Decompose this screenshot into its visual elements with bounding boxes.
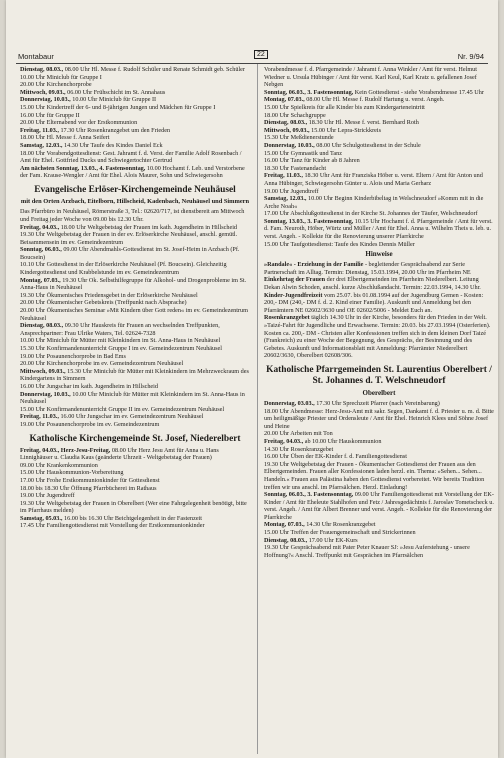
entry-text: 15.00 Uhr Konfirmandenunterricht Gruppe II im ev. Gemeindezentrum Neuhäusel (20, 405, 225, 413)
entry-line (20, 134, 250, 142)
entry-line (20, 522, 250, 530)
entry-line (264, 96, 494, 104)
entry-date: Sonntag, 13.03., 3. Fastensonntag, (264, 217, 354, 225)
entry-text: 19.00 Uhr Jugendtreff (264, 187, 319, 195)
entry-date: »Randale« - Erziehung in der Familie (264, 261, 364, 269)
entry-date: Montag, 07.03., (264, 521, 305, 529)
entry-line (20, 74, 250, 82)
entry-text: 10.10 Uhr Gottesdienst in der Erlöserkirche Neuhäusel (Pf. Boucsein). Gleichzeitig Kindergottesdienst und Krabbelstunde im ev. Gemeindezentrum (20, 261, 227, 277)
entry-line (264, 521, 494, 529)
entry-line (264, 461, 494, 491)
entry-date: Einkehrtag der Frauen (264, 276, 326, 284)
entry-date: Mittwoch, 09.03., (20, 88, 66, 96)
entry-line (264, 134, 494, 142)
left-p2 (20, 208, 250, 428)
entry-line (264, 544, 494, 559)
entry-text: 18.30 Uhr Hl. Messe f. verst. Bernhard Roth (307, 119, 419, 127)
entry-line (20, 413, 250, 421)
entry-line (20, 322, 250, 337)
entry-line (20, 66, 250, 74)
entry-text: 20.00 Uhr Ökumenisches Seminar »Mit Kindern über Gott reden« im ev. Gemeindezentrum Neuhäusel (20, 307, 248, 322)
entry-date: Donnerstag, 03.03., (264, 399, 315, 407)
newspaper-page (6, 0, 498, 758)
entry-text: 19.30 Uhr Ökumenisches Friedensgebet in der Erlöserkirche Neuhäusel (20, 291, 198, 299)
entry-text: Vorabendmesse f. d. Pfarrgemeinde / Jahramt f. Anna Winkler / Amt für verst. Helmut Wiedner u. Ursula Hübinger / Amt für verst. Karl Keul, Karl Kratz u. gefallenen Josef Nebgen (264, 66, 477, 89)
entry-text: Das Pfarrbüro in Neuhäusel, Römerstraße 3, Tel.: 02620/717, ist dienstbereit am Mittwoch und Freitag jeder Woche von 09.00 bis 12.30 Uhr. (20, 208, 245, 223)
entry-text: der drei Elbertgemeinden im Pfarrheim Niederelbert. Leitung Dekan Alwin Schoden, anschl. kurze Abschlußandacht. Termin: 22.03.1994, 14.30 Uhr. (264, 276, 481, 292)
entry-line (264, 66, 494, 89)
entry-line (20, 292, 250, 300)
entry-text: 17.00 Uhr Abschlußgottesdienst in der Kirche St. Johannes der Täufer, Welschneudorf (264, 210, 478, 218)
entry-date: Mittwoch, 09.03., (20, 367, 66, 375)
right-p1 (264, 66, 494, 248)
entry-text: 19.00 Uhr Jugendtreff (20, 492, 75, 500)
entry-date: Freitag, 11.03., (264, 172, 303, 180)
entry-line (20, 112, 250, 120)
entry-line (264, 276, 494, 291)
entry-date: Donnerstag, 10.03., (264, 141, 315, 149)
entry-text: 15.00 Uhr Spielkreis für alle Kinder bis zum Kindergarteneintritt (264, 103, 425, 111)
entry-text: 09.00 Uhr Krankenkommunion (20, 461, 98, 469)
entry-line (20, 150, 250, 165)
entry-text: 08.00 Uhr Hl. Messe f. Rudolf Hartung u. verst. Angeh. (304, 96, 445, 104)
entry-line (20, 231, 250, 246)
issue-number: Nr. 9/94 (457, 52, 484, 61)
left-p1 (20, 66, 250, 180)
entry-date: Samstag, 12.03., (264, 195, 307, 203)
header-town: Montabaur (18, 52, 54, 61)
entry-text: 15.00 Uhr Kindertreff der 6- und 8-jährigen Jungen und Mädchen für Gruppe I (20, 103, 216, 111)
entry-text: 10.00 Uhr Miniclub für Mütter mit Kleinkindern im St. Anna-Haus in Neuhäusel (20, 390, 245, 406)
entry-text: 18.00 Uhr Schachgruppe (264, 111, 326, 119)
entry-text: 18.00 Uhr Vorabendgottesdienst: Gest. Jahramt f. d. Verst. der Familie Adolf Rosenbach / Amt für Ehel. Gottfried Ducks und Schwiegertochter Gertrud (20, 149, 242, 165)
entry-text: »Taizé-Fahrt für Jugendliche und Erwachsene. Termin: 20.03. bis 27.03.1994 (Osterferien). Kosten ca. 200,- DM - Christen aller Konfessionen treffen sich in dem kleinen Dorf Taizé (Frankreich) zu einer Woche der Begegnung, des Gesprächs, der Besinnung und des Gebetes. Auskunft und Informationsblatt mit Anmeldung: Pfarrämter Niederelbert 20602/3630, Oberelbert 02608/306. (264, 322, 491, 360)
entry-text: 15.30 Uhr Miniclub für Mütter mit Kleinkindern im Mehrzweckraum des Kindergartens in Simmern (20, 367, 249, 383)
entry-text: 15.00 Uhr Gymnastik und Tanz (264, 149, 342, 157)
entry-line (264, 172, 494, 187)
entry-line (264, 195, 494, 210)
entry-text: 20.00 Uhr Kirchenchorprobe (20, 81, 92, 89)
entry-text: 16.00 Uhr Tanz für Kinder ab 8 Jahren (264, 157, 360, 165)
entry-text: 14.30 Uhr Rosenkranzgebet (264, 445, 334, 453)
entry-line (264, 537, 494, 545)
entry-line (20, 165, 250, 180)
entry-line (264, 218, 494, 241)
entry-text: 19.00 Uhr Posaunenchorprobe in Bad Ems (20, 352, 126, 360)
entry-text: 17.30 Uhr Rosenkranzgebet um den Frieden (58, 126, 171, 134)
entry-text: 18.30 Uhr Amt für Franziska Höber u. verst. Eltern / Amt für Anton und Anna Hübinger, Schwiegersohn Günter u. Alois und Maria Gerharz (264, 172, 483, 187)
entry-text: 14.30 Uhr Rosenkranzgebet (304, 521, 376, 529)
entry-text: 18.00 bis 18.30 Uhr Öffnung Pfarrbücherei im Rathaus (20, 484, 157, 492)
entry-date: Freitag, 04.03., (20, 223, 60, 231)
entry-line (264, 104, 494, 112)
entry-line (20, 224, 250, 232)
entry-line (264, 261, 494, 276)
entry-line (20, 421, 250, 429)
entry-line (20, 492, 250, 500)
entry-text: 17.00 Uhr EK-Kurs (307, 536, 358, 544)
entry-text: 09.00 Uhr Abendmahls-Gottesdienst im St. Josef-Heim in Arzbach (Pf. Boucsein) (20, 246, 240, 261)
entry-line (264, 322, 494, 360)
entry-line (20, 104, 250, 112)
entry-text: 18.00 Uhr Weltgebetstag der Frauen im kath. Jugendheim in Hillscheid (59, 223, 238, 231)
entry-line (20, 208, 250, 223)
entry-line (20, 119, 250, 127)
entry-text: 20.00 Uhr Kirchenchorprobe im ev. Gemeindezentrum Neuhäusel (20, 360, 184, 368)
entry-text: 16.00 Uhr Jungschar im kath. Jugendheim in Hillscheid (20, 382, 158, 390)
entry-text: ab 10.00 Uhr Hauskommunion (303, 437, 382, 445)
entry-line (264, 529, 494, 537)
entry-text: - begleitender Gesprächsabend zur Serie Partnerschaft im Alltag. Termin: Dienstag, 15.03.1994, 20.00 Uhr im Pfarrheim NE (264, 261, 471, 276)
entry-text: 15.30 Uhr Konfirmandenunterricht Gruppe I im ev. Gemeindezentrum Neuhäusel (20, 345, 223, 352)
entry-text: 08.00 Uhr Herz Jesu Amt für Anna u. Hans Linnighäuser u. Claudia Kaus (geänderte Uhrzeit - Weltgebetstag der Frauen) (20, 446, 219, 462)
entry-line (20, 299, 250, 307)
entry-date: Donnerstag, 10.03., (20, 390, 71, 398)
entry-line (264, 188, 494, 196)
entry-line (20, 368, 250, 383)
entry-line (20, 515, 250, 523)
entry-date: Donnerstag, 10.03., (20, 96, 71, 104)
entry-text: 10.00 Hochamt f. Leb. und Verstorbene der Fam. Krause-Wengler / Amt für Ehel. Alois Maurer, Sohn und Schwiegersohn (20, 164, 245, 180)
entry-text: 18.00 Uhr Abendmesse: Herz-Jesu-Amt mit sakr. Segen, Dankamt f. d. Priester u. m. d. Bitte um heiligmäßige Priester und Ordensleute / Amt für Ehel. Heinrich Klees und Söhne Josef und Heine (264, 407, 494, 430)
entry-line (20, 477, 250, 485)
entry-text: vom 25.07. bis 01.08.1994 auf der Jugendburg Gemen - Kosten: 200,- DM (240,- DM f. d. 2. Kind einer Familie). Auskunft und Anmeldung bei den Pfarrämtern NE 02602/3630 und OE 02602/5006 - Meldet Euch an. (264, 291, 484, 314)
entry-line (20, 485, 250, 493)
entry-line (264, 89, 494, 97)
entry-line (20, 261, 250, 276)
entry-line (20, 246, 250, 261)
entry-date: Sonntag, 06.03., 3. Fastensonntag, (264, 88, 354, 96)
entry-line (20, 360, 250, 368)
entry-line (20, 89, 250, 97)
entry-line (264, 430, 494, 438)
entry-line (264, 408, 494, 431)
entry-line (20, 96, 250, 104)
right-p2 (264, 261, 494, 360)
entry-text: 10.00 Uhr Miniclub für Gruppe I (20, 73, 102, 81)
entry-line (264, 438, 494, 446)
entry-line (264, 210, 494, 218)
section-subtitle-orte: mit den Orten Arzbach, Eitelborn, Hillscheid, Kadenbach, Neuhäusel und Simmern (20, 197, 250, 205)
entry-date: Montag, 07.03., (264, 96, 305, 104)
left-p3 (20, 447, 250, 531)
entry-line (264, 491, 494, 521)
entry-text: 10.00 Uhr Miniclub für Mütter mit Kleinkindern im St. Anna-Haus in Neuhäusel (20, 337, 221, 345)
entry-text: täglich 14.30 Uhr in der Kirche, besonders für den Frieden in der Welt. (309, 314, 487, 322)
entry-line (264, 112, 494, 120)
entry-text: 19.30 Uhr Weltgebetstag der Frauen in der ev. Erlöserkirche Neuhäusel, anschl. gemütl. Beisammensein im ev. Gemeindezentrum (20, 231, 238, 246)
entry-line (20, 391, 250, 406)
entry-text: 15.00 Uhr Treffen der Frauengemeinschaft und Strickerinnen (264, 529, 416, 537)
entry-date: Freitag, 11.03., (20, 413, 59, 421)
entry-text: 20.00 Uhr Arbeiten mit Ton (264, 430, 333, 438)
entry-text: 19.00 Uhr Posaunenchorprobe im ev. Gemeindezentrum (20, 420, 160, 428)
header-rule (16, 63, 488, 64)
entry-text: 19.30 Uhr Gesprächsabend mit Pater Peter Knauer SJ: »Jesu Auferstehung - unsere Hoffnung?« Anschl. Treffpunkt mit Gesprächen im Pfarrsälchen (264, 544, 470, 559)
entry-text: 15.30 Uhr Meßdienerstunde (264, 134, 334, 142)
entry-date: Rosenkranzgebet (264, 314, 310, 322)
entry-line (264, 453, 494, 461)
entry-text: 19.30 Uhr Ok. Selbsthilfegruppe für Alkohol- und Drogenprobleme im St. Anna-Haus in Neuhäusel (20, 276, 247, 292)
entry-line (264, 400, 494, 408)
entry-line (20, 127, 250, 135)
entry-line (20, 406, 250, 414)
entry-date: Samstag, 12.03., (20, 141, 63, 149)
entry-line (264, 119, 494, 127)
entry-date: Samstag, 05.03., (20, 514, 63, 522)
entry-text: 16.00 Uhr für Gruppe II (20, 111, 80, 119)
entry-text: 06.00 Uhr Frühschicht im St. Annahaus (65, 88, 166, 96)
entry-text: 17.45 Uhr Familiengottesdienst mit Vorstellung der Erstkommunionkinder (20, 522, 205, 530)
entry-line (264, 314, 494, 322)
entry-date: Freitag, 04.03., Herz-Jesu-Freitag, (20, 446, 111, 454)
entry-date: Mittwoch, 09.03., (264, 126, 310, 134)
entry-text: 20.00 Uhr Elternabend vor der Erstkommunion (20, 119, 138, 127)
column-divider (257, 64, 258, 754)
entry-line (20, 447, 250, 462)
entry-line (20, 81, 250, 89)
entry-text: 18.30 Uhr Fastenandacht (264, 164, 327, 172)
entry-line (264, 241, 494, 249)
entry-date: Sonntag, 06.03., 3. Fastensonntag, (264, 491, 354, 499)
entry-text: 15.00 Uhr Hauskommunion-Vorbereitung (20, 469, 124, 477)
entry-date: Dienstag, 08.03., (264, 119, 308, 127)
entry-line (20, 500, 250, 515)
entry-date: Montag, 07.03., (20, 276, 61, 284)
right-column (264, 66, 494, 746)
entry-line (20, 142, 250, 150)
entry-date: Dienstag, 08.03., (20, 66, 64, 73)
entry-date: Freitag, 04.03., (264, 437, 304, 445)
entry-line (20, 469, 250, 477)
entry-text: 19.30 Uhr Weltgebetstag der Frauen in Oberelbert (Wer eine Fahrgelegenheit benötigt, bitte im Pfarrhaus melden) (20, 499, 247, 515)
entry-line (20, 353, 250, 361)
entry-text: 08.00 Uhr Schulgottesdienst in der Schule (314, 141, 421, 149)
entry-text: 20.00 Uhr Ökumenischer Gebetskreis (Treffpunkt nach Absprache) (20, 299, 187, 307)
entry-text: 10.00 Uhr Beginn Kinderbibeltag in Welschneudorf »Komm mit in die Arche Noah« (264, 195, 484, 210)
entry-text: 08.00 Uhr Hl. Messe f. Rudolf Schüler und Renate Schmidt geb. Schüler (63, 66, 245, 73)
section-title-st-laurentius: Katholische Pfarrgemeinden St. Laurentius Oberelbert / St. Johannes d. T. Welschneudorf (266, 364, 492, 386)
right-p3 (264, 400, 494, 559)
entry-line (264, 446, 494, 454)
entry-text: 16.00 bis 16.30 Uhr Beichtgelegenheit in der Fastenzeit (62, 514, 202, 522)
entry-text: 14.30 Uhr Taufe des Kindes Daniel Eck (62, 141, 163, 149)
entry-line (264, 127, 494, 135)
entry-text: 15.00 Uhr Taufgottesdienst: Taufe des Kindes Dennis Müller (264, 240, 415, 248)
entry-text: 10.15 Uhr Hochamt f. d. Pfarrgemeinde / Amt für verst. d. Fam. Neuroth, Höber, Würtz und Müller / Amt für Ehel. Anna u. Wilhelm Theis u. leb. u. verst. Angeh. - Kollekte für die Renovierung unserer Pfarrkirche (264, 217, 493, 241)
entry-text: 17.30 Uhr Sprechzeit Pfarrer (nach Vereinbarung) (314, 399, 440, 407)
entry-text: 15.00 Uhr Lepra-Strickkreis (309, 126, 382, 134)
entry-line (20, 277, 250, 292)
entry-text: 17.00 Uhr Frohe Erstkommunionkinder für Gottesdienst (20, 476, 160, 484)
entry-date: Freitag, 11.03., (20, 126, 59, 134)
entry-line (264, 157, 494, 165)
entry-date: Kinder-Jugendfreizeit (264, 291, 323, 299)
entry-text: 09.30 Uhr Hauskreis für Frauen an wechselnden Treffpunkten, Ansprechpartner: Frau Ulrike Waters, Tel. 02624-7328 (20, 322, 220, 337)
left-column (20, 66, 250, 746)
entry-date: Dienstag, 08.03., (264, 536, 308, 544)
entry-line (20, 337, 250, 345)
entry-line (264, 165, 494, 173)
section-title-evangelische: Evangelische Erlöser-Kirchengemeinde Neuhäusel (34, 184, 236, 195)
entry-text: Kein Gottesdienst - siehe Vorabendmesse 17.45 Uhr (353, 88, 484, 96)
entry-line (20, 383, 250, 391)
section-place-oberelbert: Oberelbert (362, 388, 396, 397)
hinweise-heading: Hinweise (365, 250, 393, 259)
entry-line (20, 462, 250, 470)
entry-text: 16.00 Uhr Jungschar im ev. Gemeindezentrum Neuhäusel (58, 413, 204, 421)
entry-date: Am nächsten Sonntag, 13.03., 4. Fastensonntag, (20, 164, 146, 172)
entry-text: 10.00 Uhr Miniclub für Gruppe II (70, 96, 157, 104)
entry-date: Sonntag, 06.03., (20, 246, 62, 254)
entry-line (20, 307, 250, 322)
entry-line (264, 142, 494, 150)
entry-line (20, 345, 250, 353)
entry-text: 18.00 Uhr Hl. Messe f. Anna Seifert (20, 134, 110, 142)
entry-line (264, 292, 494, 315)
section-title-st-josef: Katholische Kirchengemeinde St. Josef, Niederelbert (29, 433, 241, 444)
entry-text: 09.00 Uhr Familiengottesdienst mit Vorstellung der EK-Kinder / Amt für Eheleute Stahlhofen und Fetz / Jahresgedächtnis f. Jaroslav Tometscheck u. verst. Angeh. / Amt für Albert Brenner und verst. Angeh. - Kollekte für die Renovierung der Pfarrkirche (264, 491, 494, 521)
entry-text: 16.00 Uhr Üben der EK-Kinder f. d. Familiengottesdienst (264, 453, 407, 461)
entry-line (264, 150, 494, 158)
entry-text: 19.30 Uhr Weltgebetstag der Frauen - Ökumenischer Gottesdienst der Frauen aus den Elbertgemeinden. Frauen aller Konfessionen laden herzl. ein. Thema: »Sehen... Sehen... Handeln.« Frauen aus Palästina haben den Gottesdienst vorbereitet. Wir bereits Tradition treffen wir uns anschl. im Pfarrsälchen. Herzl. Einladung! (264, 460, 485, 491)
page-number: 22 (254, 50, 268, 59)
entry-date: Dienstag, 08.03., (20, 322, 64, 330)
